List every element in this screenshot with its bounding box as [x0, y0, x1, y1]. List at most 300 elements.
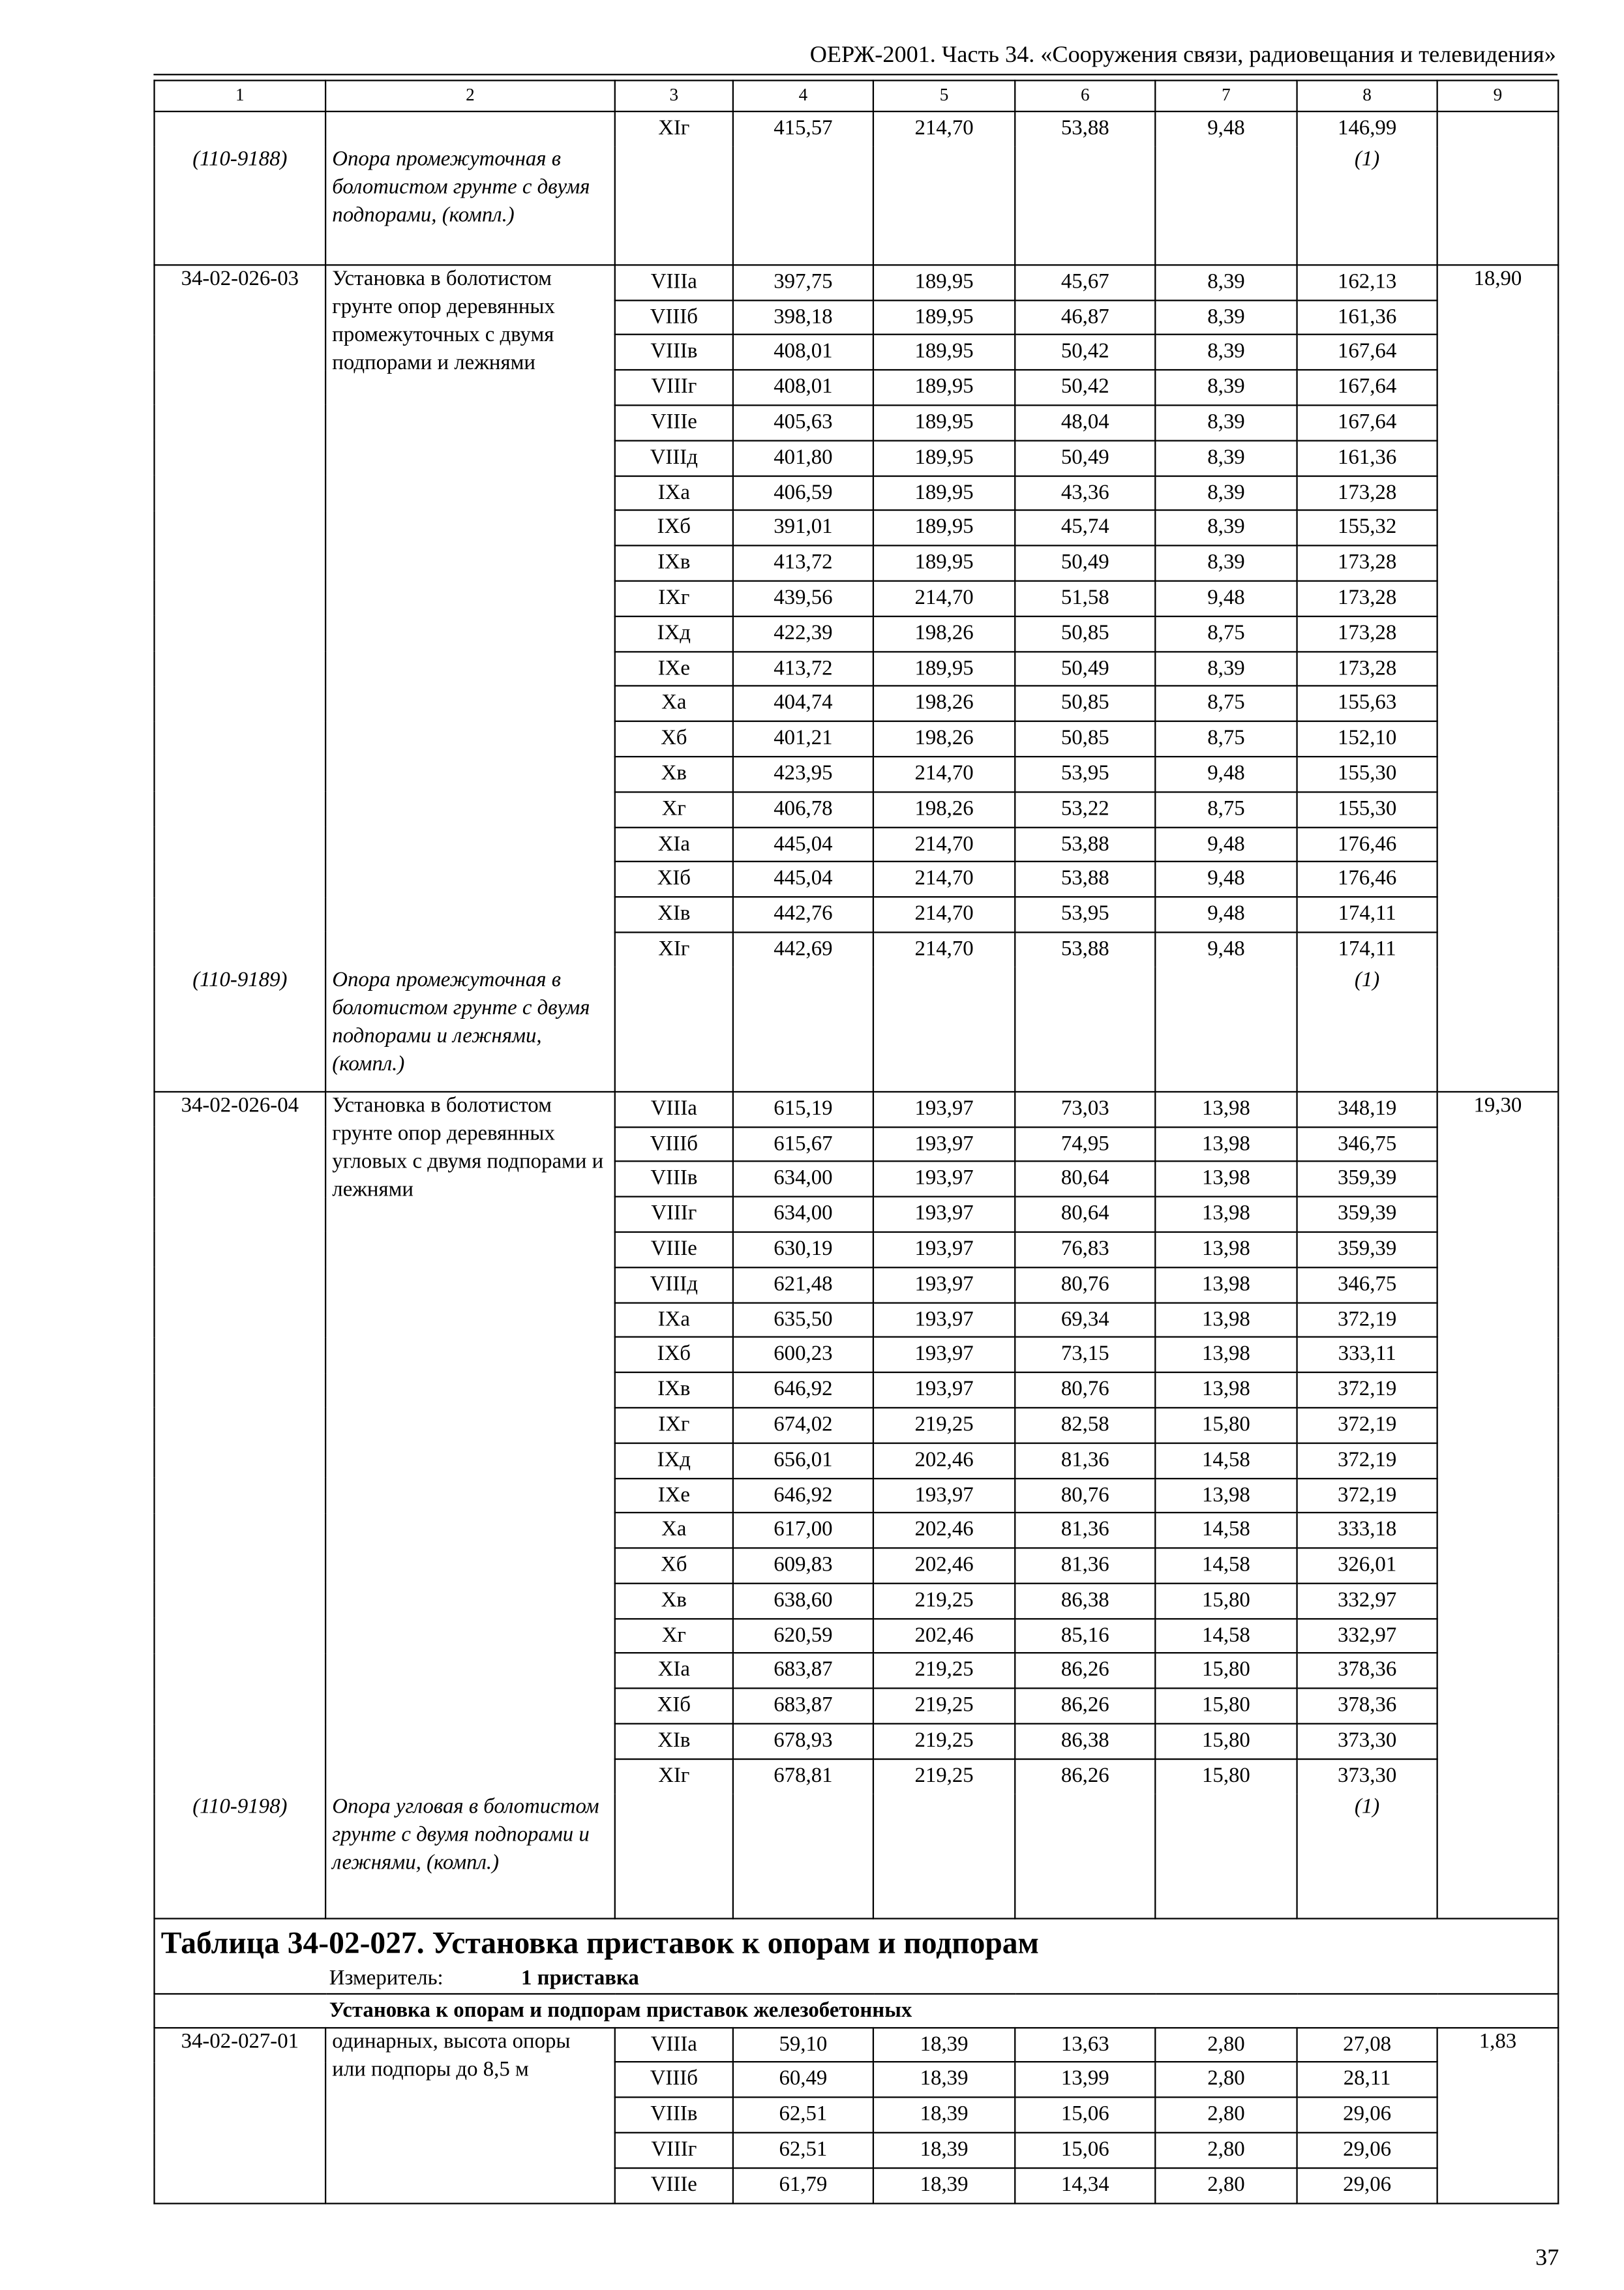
value-cell: 656,01 [733, 1443, 873, 1478]
value-cell: 8,39 [1155, 651, 1297, 686]
value-cell: 9,48 [1155, 827, 1297, 862]
value-cell: 600,23 [733, 1337, 873, 1372]
value-cell: 8,39 [1155, 546, 1297, 581]
value-cell: 189,95 [873, 405, 1015, 440]
value-cell: 46,87 [1015, 300, 1155, 335]
value-cell: 80,76 [1015, 1372, 1155, 1408]
column-number: 3 [615, 80, 733, 112]
empty-cell [1437, 147, 1559, 265]
value-cell: 8,39 [1155, 405, 1297, 440]
value-cell: 13,99 [1015, 2062, 1155, 2098]
zone-code-cell: VIIIа [615, 1091, 733, 1126]
value-cell: 53,88 [1015, 112, 1155, 147]
value-cell: 193,97 [873, 1337, 1015, 1372]
subheading-cell: Установка к опорам и подпорам приставок железобетонных [155, 1993, 1559, 2027]
value-cell: 333,11 [1297, 1337, 1437, 1372]
value-cell: 13,98 [1155, 1126, 1297, 1162]
column-number: 9 [1437, 80, 1559, 112]
zone-code-cell: IXб [615, 1337, 733, 1372]
zone-code-cell: VIIIа [615, 265, 733, 300]
value-cell: 398,18 [733, 300, 873, 335]
value-cell: 615,67 [733, 1126, 873, 1162]
value-cell: 609,83 [733, 1548, 873, 1584]
zone-code-cell: IXд [615, 616, 733, 652]
value-cell: 423,95 [733, 757, 873, 792]
value-cell: 82,58 [1015, 1408, 1155, 1443]
value-cell: 678,93 [733, 1724, 873, 1759]
value-cell: 2,80 [1155, 2168, 1297, 2203]
value-cell: 43,36 [1015, 475, 1155, 511]
value-cell: 50,49 [1015, 651, 1155, 686]
value-cell: 332,97 [1297, 1583, 1437, 1618]
value-cell: 161,36 [1297, 300, 1437, 335]
value-cell: 202,46 [873, 1618, 1015, 1653]
value-cell: 152,10 [1297, 721, 1437, 757]
value-cell: 189,95 [873, 335, 1015, 370]
value-cell: 73,15 [1015, 1337, 1155, 1372]
value-cell: 401,21 [733, 721, 873, 757]
value-cell: 53,88 [1015, 932, 1155, 967]
col9-value-cell: 18,90 [1437, 265, 1559, 1091]
empty-cell [1015, 147, 1155, 265]
value-cell: 86,38 [1015, 1724, 1155, 1759]
value-cell: 189,95 [873, 511, 1015, 546]
value-cell: 372,19 [1297, 1478, 1437, 1513]
table-row [155, 1091, 1559, 1126]
resource-code-cell: (110-9188) [155, 147, 326, 265]
value-cell: 167,64 [1297, 335, 1437, 370]
value-cell: 9,48 [1155, 581, 1297, 616]
value-cell: 214,70 [873, 757, 1015, 792]
value-cell: 413,72 [733, 651, 873, 686]
zone-code-cell: IXв [615, 546, 733, 581]
zone-code-cell: Xа [615, 686, 733, 721]
value-cell: 8,39 [1155, 265, 1297, 300]
empty-cell [1437, 112, 1559, 147]
resource-code-cell: (110-9198) [155, 1794, 326, 1918]
measure-row [161, 1963, 1552, 1993]
value-cell: 50,42 [1015, 335, 1155, 370]
value-cell: 378,36 [1297, 1653, 1437, 1689]
value-cell: 9,48 [1155, 897, 1297, 932]
value-cell: 15,80 [1155, 1759, 1297, 1794]
value-cell: 9,48 [1155, 862, 1297, 897]
value-cell: 646,92 [733, 1478, 873, 1513]
zone-code-cell: VIIIа [615, 2027, 733, 2062]
value-cell: 397,75 [733, 265, 873, 300]
table-row [155, 112, 1559, 147]
value-cell: 372,19 [1297, 1372, 1437, 1408]
empty-cell [733, 967, 873, 1091]
value-cell: 635,50 [733, 1303, 873, 1338]
zone-code-cell: IXа [615, 1303, 733, 1338]
zone-code-cell: VIIIб [615, 1126, 733, 1162]
value-cell: 53,88 [1015, 827, 1155, 862]
value-cell: 678,81 [733, 1759, 873, 1794]
value-cell: 29,06 [1297, 2133, 1437, 2168]
value-cell: 214,70 [873, 581, 1015, 616]
empty-cell [873, 1794, 1015, 1918]
value-cell: 74,95 [1015, 1126, 1155, 1162]
value-cell: 155,30 [1297, 757, 1437, 792]
header-rule [153, 74, 1557, 75]
zone-code-cell: IXг [615, 1408, 733, 1443]
resource-note-cell: (1) [1297, 147, 1437, 265]
value-cell: 2,80 [1155, 2027, 1297, 2062]
value-cell: 60,49 [733, 2062, 873, 2098]
value-cell: 378,36 [1297, 1689, 1437, 1724]
value-cell: 359,39 [1297, 1197, 1437, 1232]
value-cell: 214,70 [873, 932, 1015, 967]
value-cell: 326,01 [1297, 1548, 1437, 1584]
zone-code-cell: VIIIб [615, 2062, 733, 2098]
value-cell: 404,74 [733, 686, 873, 721]
rate-title-cell: Установка в болотистом грунте опор деревянных промежуточных с двумя подпорами и лежнями [325, 265, 615, 967]
zone-code-cell: VIIIг [615, 1197, 733, 1232]
value-cell: 189,95 [873, 440, 1015, 475]
zone-code-cell: Xв [615, 757, 733, 792]
value-cell: 18,39 [873, 2168, 1015, 2203]
value-cell: 45,67 [1015, 265, 1155, 300]
value-cell: 28,11 [1297, 2062, 1437, 2098]
column-number: 4 [733, 80, 873, 112]
value-cell: 146,99 [1297, 112, 1437, 147]
value-cell: 620,59 [733, 1618, 873, 1653]
value-cell: 86,38 [1015, 1583, 1155, 1618]
subheading-row [155, 1993, 1559, 2027]
value-cell: 373,30 [1297, 1724, 1437, 1759]
value-cell: 198,26 [873, 616, 1015, 652]
value-cell: 8,39 [1155, 335, 1297, 370]
value-cell: 391,01 [733, 511, 873, 546]
value-cell: 76,83 [1015, 1232, 1155, 1267]
column-number: 8 [1297, 80, 1437, 112]
empty-cell [1155, 147, 1297, 265]
value-cell: 155,63 [1297, 686, 1437, 721]
column-number: 6 [1015, 80, 1155, 112]
zone-code-cell: VIIIд [615, 440, 733, 475]
value-cell: 13,63 [1015, 2027, 1155, 2062]
value-cell: 18,39 [873, 2027, 1015, 2062]
rates-table [153, 80, 1559, 2204]
zone-code-cell: IXд [615, 1443, 733, 1478]
zone-code-cell: VIIIе [615, 2168, 733, 2203]
value-cell: 214,70 [873, 112, 1015, 147]
zone-code-cell: VIIIе [615, 1232, 733, 1267]
value-cell: 630,19 [733, 1232, 873, 1267]
value-cell: 202,46 [873, 1548, 1015, 1584]
value-cell: 13,98 [1155, 1337, 1297, 1372]
rate-code-cell: 34-02-026-04 [155, 1091, 326, 1794]
value-cell: 346,75 [1297, 1126, 1437, 1162]
value-cell: 333,18 [1297, 1513, 1437, 1548]
zone-code-cell: XIв [615, 1724, 733, 1759]
value-cell: 13,98 [1155, 1303, 1297, 1338]
empty-cell [733, 1794, 873, 1918]
value-cell: 13,98 [1155, 1091, 1297, 1126]
value-cell: 173,28 [1297, 616, 1437, 652]
value-cell: 646,92 [733, 1372, 873, 1408]
value-cell: 193,97 [873, 1197, 1015, 1232]
value-cell: 198,26 [873, 721, 1015, 757]
value-cell: 189,95 [873, 370, 1015, 405]
value-cell: 674,02 [733, 1408, 873, 1443]
table-row [155, 265, 1559, 300]
value-cell: 219,25 [873, 1724, 1015, 1759]
zone-code-cell: VIIIг [615, 370, 733, 405]
value-cell: 50,85 [1015, 721, 1155, 757]
value-cell: 683,87 [733, 1689, 873, 1724]
value-cell: 408,01 [733, 335, 873, 370]
zone-code-cell: XIб [615, 1689, 733, 1724]
value-cell: 8,39 [1155, 300, 1297, 335]
empty-cell [615, 967, 733, 1091]
empty-cell [873, 967, 1015, 1091]
value-cell: 8,75 [1155, 686, 1297, 721]
table-body [155, 80, 1559, 2203]
value-cell: 14,58 [1155, 1548, 1297, 1584]
value-cell: 81,36 [1015, 1443, 1155, 1478]
value-cell: 27,08 [1297, 2027, 1437, 2062]
resource-note-cell: (1) [1297, 967, 1437, 1091]
value-cell: 174,11 [1297, 932, 1437, 967]
zone-code-cell: Xб [615, 1548, 733, 1584]
value-cell: 189,95 [873, 475, 1015, 511]
value-cell: 51,58 [1015, 581, 1155, 616]
value-cell: 50,85 [1015, 686, 1155, 721]
value-cell: 13,98 [1155, 1267, 1297, 1303]
value-cell: 202,46 [873, 1443, 1015, 1478]
value-cell: 48,04 [1015, 405, 1155, 440]
value-cell: 162,13 [1297, 265, 1437, 300]
value-cell: 73,03 [1015, 1091, 1155, 1126]
value-cell: 173,28 [1297, 546, 1437, 581]
page-number: 37 [1535, 2245, 1559, 2271]
value-cell: 373,30 [1297, 1759, 1437, 1794]
value-cell: 50,42 [1015, 370, 1155, 405]
value-cell: 442,76 [733, 897, 873, 932]
zone-code-cell: Xг [615, 792, 733, 827]
value-cell: 173,28 [1297, 581, 1437, 616]
col9-value-cell: 19,30 [1437, 1091, 1559, 1918]
value-cell: 683,87 [733, 1653, 873, 1689]
rate-title-cell: одинарных, высота опоры или подпоры до 8,5 м [325, 2027, 615, 2203]
value-cell: 219,25 [873, 1759, 1015, 1794]
value-cell: 638,60 [733, 1583, 873, 1618]
table-heading-row [155, 1918, 1559, 1993]
zone-code-cell: XIб [615, 862, 733, 897]
value-cell: 50,49 [1015, 546, 1155, 581]
column-number: 2 [325, 80, 615, 112]
value-cell: 193,97 [873, 1162, 1015, 1197]
value-cell: 8,39 [1155, 440, 1297, 475]
value-cell: 9,48 [1155, 932, 1297, 967]
value-cell: 372,19 [1297, 1408, 1437, 1443]
zone-code-cell: VIIIв [615, 2098, 733, 2133]
zone-code-cell: XIг [615, 1759, 733, 1794]
zone-code-cell: IXб [615, 511, 733, 546]
measure-value: 1 приставка [521, 1966, 639, 1990]
measure-label: Измеритель: [329, 1966, 444, 1990]
value-cell: 81,36 [1015, 1513, 1155, 1548]
value-cell: 401,80 [733, 440, 873, 475]
resource-description-cell: Опора промежуточная в болотистом грунте с двумя подпорами, (компл.) [325, 147, 615, 265]
value-cell: 415,57 [733, 112, 873, 147]
value-cell: 332,97 [1297, 1618, 1437, 1653]
value-cell: 189,95 [873, 546, 1015, 581]
value-cell: 80,76 [1015, 1478, 1155, 1513]
value-cell: 14,58 [1155, 1443, 1297, 1478]
value-cell: 189,95 [873, 651, 1015, 686]
zone-code-cell: VIIIг [615, 2133, 733, 2168]
resource-description-cell: Опора промежуточная в болотистом грунте с двумя подпорами и лежнями, (компл.) [325, 967, 615, 1091]
value-cell: 15,80 [1155, 1689, 1297, 1724]
value-cell: 69,34 [1015, 1303, 1155, 1338]
zone-code-cell: IXе [615, 1478, 733, 1513]
value-cell: 15,06 [1015, 2133, 1155, 2168]
value-cell: 53,22 [1015, 792, 1155, 827]
empty-cell [1015, 1794, 1155, 1918]
value-cell: 15,80 [1155, 1653, 1297, 1689]
value-cell: 2,80 [1155, 2133, 1297, 2168]
value-cell: 422,39 [733, 616, 873, 652]
value-cell: 198,26 [873, 686, 1015, 721]
value-cell: 167,64 [1297, 370, 1437, 405]
rate-title-cell: Установка в болотистом грунте опор деревянных угловых с двумя подпорами и лежнями [325, 1091, 615, 1794]
value-cell: 198,26 [873, 792, 1015, 827]
zone-code-cell: XIг [615, 932, 733, 967]
value-cell: 174,11 [1297, 897, 1437, 932]
resource-row [155, 1794, 1559, 1918]
resource-row [155, 967, 1559, 1091]
value-cell: 617,00 [733, 1513, 873, 1548]
value-cell: 59,10 [733, 2027, 873, 2062]
zone-code-cell: Xа [615, 1513, 733, 1548]
value-cell: 86,26 [1015, 1759, 1155, 1794]
empty-cell [615, 1794, 733, 1918]
value-cell: 8,39 [1155, 511, 1297, 546]
zone-code-cell: IXа [615, 475, 733, 511]
value-cell: 445,04 [733, 862, 873, 897]
value-cell: 14,58 [1155, 1618, 1297, 1653]
value-cell: 406,59 [733, 475, 873, 511]
empty-cell [873, 147, 1015, 265]
value-cell: 219,25 [873, 1689, 1015, 1724]
value-cell: 348,19 [1297, 1091, 1437, 1126]
zone-code-cell: Xб [615, 721, 733, 757]
value-cell: 176,46 [1297, 862, 1437, 897]
value-cell: 80,76 [1015, 1267, 1155, 1303]
value-cell: 8,75 [1155, 792, 1297, 827]
value-cell: 15,06 [1015, 2098, 1155, 2133]
value-cell: 615,19 [733, 1091, 873, 1126]
value-cell: 8,75 [1155, 721, 1297, 757]
value-cell: 8,39 [1155, 370, 1297, 405]
value-cell: 45,74 [1015, 511, 1155, 546]
value-cell: 15,80 [1155, 1583, 1297, 1618]
zone-code-cell: Xв [615, 1583, 733, 1618]
empty-cell [325, 112, 615, 147]
empty-cell [615, 147, 733, 265]
value-cell: 219,25 [873, 1408, 1015, 1443]
resource-description-cell: Опора угловая в болотистом грунте с двумя подпорами и лежнями, (компл.) [325, 1794, 615, 1918]
value-cell: 219,25 [873, 1653, 1015, 1689]
value-cell: 346,75 [1297, 1267, 1437, 1303]
value-cell: 9,48 [1155, 112, 1297, 147]
value-cell: 193,97 [873, 1232, 1015, 1267]
empty-cell [733, 147, 873, 265]
empty-cell [1015, 967, 1155, 1091]
value-cell: 61,79 [733, 2168, 873, 2203]
zone-code-cell: VIIIе [615, 405, 733, 440]
value-cell: 62,51 [733, 2098, 873, 2133]
value-cell: 176,46 [1297, 827, 1437, 862]
value-cell: 372,19 [1297, 1303, 1437, 1338]
value-cell: 173,28 [1297, 475, 1437, 511]
value-cell: 80,64 [1015, 1197, 1155, 1232]
table-heading-cell [155, 1918, 1559, 1993]
table-title: Таблица 34-02-027. Установка приставок к опорам и подпорам [160, 1924, 1039, 1961]
zone-code-cell: XIг [615, 112, 733, 147]
zone-code-cell: IXв [615, 1372, 733, 1408]
value-cell: 202,46 [873, 1513, 1015, 1548]
value-cell: 621,48 [733, 1267, 873, 1303]
value-cell: 50,85 [1015, 616, 1155, 652]
value-cell: 408,01 [733, 370, 873, 405]
value-cell: 53,95 [1015, 897, 1155, 932]
column-number: 1 [155, 80, 326, 112]
value-cell: 15,80 [1155, 1724, 1297, 1759]
zone-code-cell: XIа [615, 1653, 733, 1689]
value-cell: 189,95 [873, 265, 1015, 300]
value-cell: 15,80 [1155, 1408, 1297, 1443]
col9-value-cell: 1,83 [1437, 2027, 1559, 2203]
value-cell: 445,04 [733, 827, 873, 862]
value-cell: 193,97 [873, 1126, 1015, 1162]
value-cell: 53,95 [1015, 757, 1155, 792]
value-cell: 372,19 [1297, 1443, 1437, 1478]
rate-code-cell: 34-02-026-03 [155, 265, 326, 967]
value-cell: 193,97 [873, 1091, 1015, 1126]
value-cell: 214,70 [873, 897, 1015, 932]
column-number-row [155, 80, 1559, 112]
zone-code-cell: XIа [615, 827, 733, 862]
zone-code-cell: VIIIв [615, 335, 733, 370]
value-cell: 173,28 [1297, 651, 1437, 686]
value-cell: 80,64 [1015, 1162, 1155, 1197]
value-cell: 439,56 [733, 581, 873, 616]
value-cell: 13,98 [1155, 1232, 1297, 1267]
value-cell: 14,58 [1155, 1513, 1297, 1548]
value-cell: 193,97 [873, 1372, 1015, 1408]
value-cell: 214,70 [873, 827, 1015, 862]
value-cell: 18,39 [873, 2098, 1015, 2133]
value-cell: 86,26 [1015, 1689, 1155, 1724]
empty-cell [1155, 1794, 1297, 1918]
value-cell: 86,26 [1015, 1653, 1155, 1689]
value-cell: 13,98 [1155, 1372, 1297, 1408]
table-row [155, 2027, 1559, 2062]
value-cell: 2,80 [1155, 2062, 1297, 2098]
zone-code-cell: Xг [615, 1618, 733, 1653]
resource-note-cell: (1) [1297, 1794, 1437, 1918]
value-cell: 161,36 [1297, 440, 1437, 475]
value-cell: 8,75 [1155, 616, 1297, 652]
zone-code-cell: XIв [615, 897, 733, 932]
value-cell: 2,80 [1155, 2098, 1297, 2133]
zone-code-cell: VIIIв [615, 1162, 733, 1197]
value-cell: 219,25 [873, 1583, 1015, 1618]
